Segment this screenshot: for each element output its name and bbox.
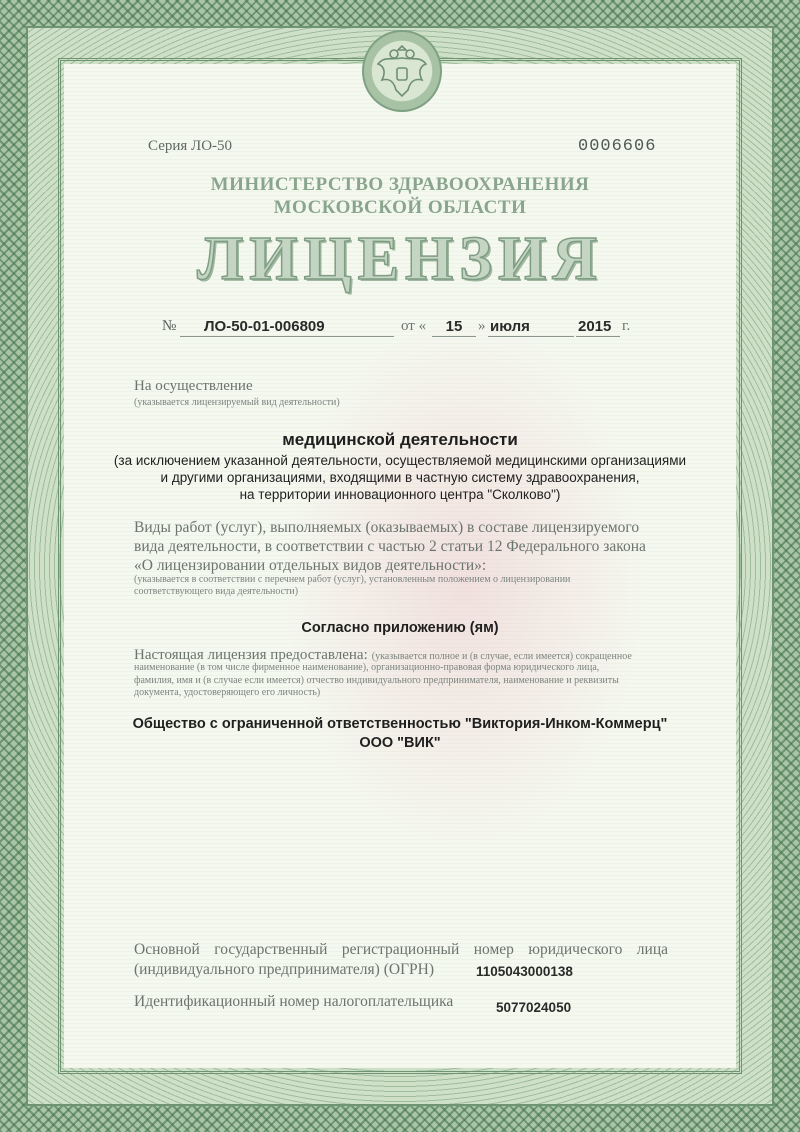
license-year: 2015 <box>578 318 612 335</box>
ogrn-label-line1: Основной государственный регистрационный номер юридического лица <box>134 941 668 958</box>
activity-details-line: на территории инновационного центра "Сколково") <box>239 487 561 502</box>
license-day: 15 <box>445 318 463 335</box>
licensee-short-name: ООО "ВИК" <box>359 735 441 751</box>
activity-details-line: и другими организациями, входящими в частную систему здравоохранения, <box>160 470 640 485</box>
works-value: Согласно приложению (ям) <box>301 620 499 636</box>
number-sign: № <box>162 318 177 334</box>
licensee-hint-line: документа, удостоверяющего его личность) <box>134 687 321 698</box>
works-line: Виды работ (услуг), выполняемых (оказываемых) в составе лицензируемого <box>134 519 640 536</box>
activity-label: На осуществление <box>134 378 253 394</box>
year-underline <box>576 318 620 337</box>
licensee-full-name: Общество с ограниченной ответственностью "Виктория-Инком-Коммерц" <box>132 716 668 732</box>
licensee-hint <box>134 662 619 700</box>
serial-number: 0006606 <box>578 137 657 156</box>
activity-name: медицинской деятельности <box>282 430 518 449</box>
activity-details-line: (за исключением указанной деятельности, осуществляемой медицинскими организациями <box>113 453 687 468</box>
licensee-hint-line: фамилия, имя и (в случае если имеется) отчество индивидуального предпринимателя, наименование и реквизиты <box>134 674 619 686</box>
works-hint <box>134 574 570 598</box>
ministry-name-line1: МИНИСТЕРСТВО ЗДРАВООХРАНЕНИЯ <box>210 174 590 195</box>
works-text <box>134 518 646 575</box>
ogrn-value: 1105043000138 <box>476 964 573 979</box>
licensee-label: Настоящая лицензия предоставлена: <box>134 647 368 663</box>
ogrn-label-line2: (индивидуального предпринимателя) (ОГРН) <box>134 961 435 978</box>
coat-of-arms-emblem-icon <box>362 30 442 112</box>
activity-details <box>0 452 800 503</box>
from-label: от « <box>401 318 427 334</box>
document-title: ЛИЦЕНЗИЯ <box>197 225 603 293</box>
number-underline <box>180 318 394 337</box>
series-label: Серия ЛО-50 <box>148 138 233 154</box>
works-hint-line: (указывается в соответствии с перечнем работ (услуг), установленным положением о лицензировании <box>134 574 571 585</box>
day-underline <box>432 318 476 337</box>
license-month: июля <box>490 318 530 335</box>
ministry-name-line2: МОСКОВСКОЙ ОБЛАСТИ <box>273 197 527 218</box>
activity-hint: (указывается лицензируемый вид деятельности) <box>134 397 340 408</box>
license-number: ЛО-50-01-006809 <box>204 318 325 335</box>
inn-value: 5077024050 <box>496 1000 572 1015</box>
licensee-hint-line: наименование (в том числе фирменное наименование), организационно-правовая форма юридического лица, <box>134 662 600 673</box>
quote-close: » <box>478 318 486 334</box>
works-line: «О лицензировании отдельных видов деятельности»: <box>134 557 487 574</box>
licensee-hint-inline: (указывается полное и (в случае, если имеется) сокращенное <box>371 651 632 662</box>
year-suffix: г. <box>622 318 631 334</box>
works-hint-line: соответствующего вида деятельности) <box>134 586 299 597</box>
works-line: вида деятельности, в соответствии с частью 2 статьи 12 Федерального закона <box>134 538 646 555</box>
month-underline <box>488 318 574 337</box>
inn-label: Идентификационный номер налогоплательщика <box>134 993 454 1010</box>
